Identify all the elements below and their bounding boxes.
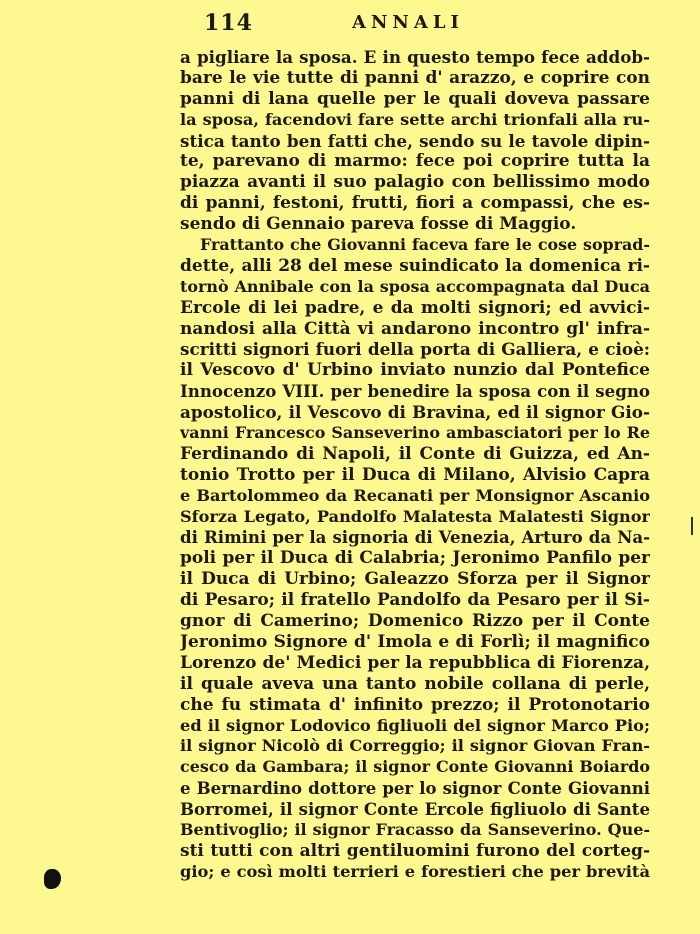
text-line: Innocenzo VIII. per benedire la sposa con il segno: [180, 381, 650, 402]
text-line: il Duca di Urbino; Galeazzo Sforza per il Signor: [180, 569, 650, 590]
text-line: sti tutti con altri gentiluomini furono del corteg-: [180, 840, 650, 861]
text-line: e Bartolommeo da Recanati per Monsignor Ascanio: [180, 485, 650, 505]
text-line: Ferdinando di Napoli, il Conte di Guizza, ed An-: [180, 443, 650, 464]
text-line: Borromei, il signor Conte Ercole figliuolo di Sante: [180, 799, 650, 820]
text-line: poli per il Duca di Calabria; Jeronimo Panfilo per: [180, 548, 650, 569]
text-line: Bentivoglio; il signor Fracasso da Sanseverino. Que-: [180, 819, 650, 839]
text-line: gnor di Camerino; Domenico Rizzo per il Conte: [180, 611, 650, 632]
text-line: piazza avanti il suo palagio con bellissimo modo: [180, 172, 650, 193]
text-line: Ercole di lei padre, e da molti signori; ed avvici-: [180, 297, 650, 318]
text-line: tornò Annibale con la sposa accompagnata dal Duca: [180, 276, 650, 296]
text-line: gio; e così molti terrieri e forestieri che per brevità: [180, 861, 650, 881]
text-line: panni di lana quelle per le quali doveva passare: [180, 88, 650, 109]
text-line: apostolico, il Vescovo di Bravina, ed il signor Gio-: [180, 402, 650, 423]
text-line: Frattanto che Giovanni faceva fare le cose soprad-: [200, 235, 650, 255]
text-line: di Pesaro; il fratello Pandolfo da Pesaro per il Si-: [180, 590, 650, 611]
text-line: e Bernardino dottore per lo signor Conte Giovanni: [180, 778, 650, 799]
text-line: scritti signori fuori della porta di Galliera, e cioè:: [180, 339, 650, 360]
text-line: a pigliare la sposa. E in questo tempo fece addob-: [180, 47, 650, 67]
text-line: di panni, festoni, frutti, fiori a compassi, che es-: [180, 193, 650, 214]
text-line: il quale aveva una tanto nobile collana di perle,: [180, 673, 650, 694]
text-line: te, parevano di marmo: fece poi coprire tutta la: [180, 151, 650, 172]
text-line: cesco da Gambara; il signor Conte Giovanni Boiardo: [180, 757, 650, 777]
text-line: ed il signor Lodovico figliuoli del signor Marco Pio;: [180, 715, 650, 735]
text-line: di Rimini per la signoria di Venezia, Arturo da Na-: [180, 527, 650, 548]
text-line: nandosi alla Città vi andarono incontro gl' infra-: [180, 318, 650, 339]
text-line: il Vescovo d' Urbino inviato nunzio dal Pontefice: [180, 360, 650, 381]
paragraph: [180, 235, 650, 883]
ink-blot: [44, 869, 61, 889]
running-title: ANNALI: [352, 12, 464, 33]
body-text: [180, 47, 650, 883]
text-line: che fu stimata d' infinito prezzo; il Protonotario: [180, 694, 650, 715]
text-line: tonio Trotto per il Duca di Milano, Alvisio Capra: [180, 464, 650, 485]
margin-mark: [691, 517, 693, 535]
text-line: dette, alli 28 del mese suindicato la domenica ri-: [180, 255, 650, 276]
text-line: Jeronimo Signore d' Imola e di Forlì; il magnifico: [180, 631, 650, 652]
text-line: Lorenzo de' Medici per la repubblica di Fiorenza,: [180, 652, 650, 673]
page-header: [204, 10, 504, 38]
paragraph: [180, 47, 650, 235]
text-line: sendo di Gennaio pareva fosse di Maggio.: [180, 214, 577, 235]
text-line: la sposa, facendovi fare sette archi trionfali alla ru-: [180, 109, 650, 129]
text-line: Sforza Legato, Pandolfo Malatesta Malatesti Signor: [180, 506, 650, 526]
text-line: stica tanto ben fatti che, sendo su le tavole dipin-: [180, 130, 650, 151]
text-line: il signor Nicolò di Correggio; il signor Giovan Fran-: [180, 736, 650, 756]
page-number: 114: [204, 10, 253, 36]
text-line: bare le vie tutte di panni d' arazzo, e coprire con: [180, 67, 650, 88]
text-line: vanni Francesco Sanseverino ambasciatori per lo Re: [180, 423, 650, 443]
